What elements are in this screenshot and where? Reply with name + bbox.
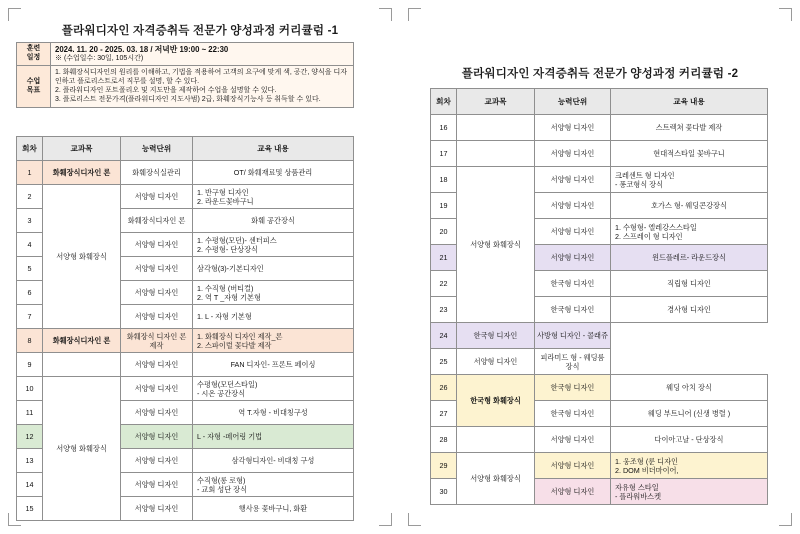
cell-content: 스트렉쳐 꽃다발 제작 xyxy=(611,115,768,141)
cell-content: 다이아고날 - 단상장식 xyxy=(611,427,768,453)
cell-content: 1. 화훼장식 디자인 제작_론 2. 스파이럴 꽃다발 제작 xyxy=(193,329,354,353)
cell-content: 사방형 디자인 - 콜래쥬 xyxy=(535,323,611,349)
cell-unit: 서양형 디자인 xyxy=(121,425,193,449)
crop-mark-bl xyxy=(408,513,421,526)
crop-mark-tr xyxy=(779,8,792,21)
cell-unit: 한국형 디자인 xyxy=(535,375,611,401)
cell-unit: 서양형 디자인 xyxy=(535,141,611,167)
col-header-content: 교육 내용 xyxy=(611,89,768,115)
cell-no: 1 xyxy=(17,161,43,185)
cell-unit: 한국형 디자인 xyxy=(535,297,611,323)
cell-content: 1. 웅조형 (룬 디자인 2. DOM 비더마이어, xyxy=(611,453,768,479)
curriculum-body-right xyxy=(431,115,768,505)
cell-unit: 서양형 디자인 xyxy=(535,479,611,505)
table-row xyxy=(431,323,768,349)
goal-item-1: 1. 화훼장식디자인의 원리를 이해하고, 기법을 적용하여 고객의 요구에 맞게 색, 공간, 양식을 디자인하고 플로리스트로서 직무를 설명, 할 수 있다. xyxy=(55,68,347,85)
table-row xyxy=(431,349,768,375)
crop-mark-tr xyxy=(379,8,392,21)
cell-content: 1. 수직형 (버티컬) 2. 역 T _자형 기본형 xyxy=(193,281,354,305)
cell-content: L - 자형 -페어링 기법 xyxy=(193,425,354,449)
cell-no: 24 xyxy=(431,323,457,349)
cell-content: 직립형 디자인 xyxy=(611,271,768,297)
cell-no: 27 xyxy=(431,401,457,427)
cell-content: 삼각형디자인- 비대칭 구성 xyxy=(193,449,354,473)
cell-subject xyxy=(457,115,535,141)
cell-unit: 한국형 디자인 xyxy=(535,401,611,427)
cell-no: 22 xyxy=(431,271,457,297)
table-row xyxy=(17,185,354,209)
col-header-unit: 능력단위 xyxy=(121,137,193,161)
cell-subject xyxy=(43,353,121,377)
cell-subject: 한국형 화훼장식 xyxy=(457,375,535,427)
col-header-subject: 교과목 xyxy=(457,89,535,115)
col-header-no: 회차 xyxy=(431,89,457,115)
cell-no: 23 xyxy=(431,297,457,323)
cell-subject: 서양형 화훼장식 xyxy=(43,377,121,521)
page-right xyxy=(400,0,800,534)
cell-content: 행사용 꽃바구니, 화환 xyxy=(193,497,354,521)
table-row xyxy=(17,66,354,108)
cell-no: 6 xyxy=(17,281,43,305)
table-header-row xyxy=(17,137,354,161)
crop-mark-tl xyxy=(8,8,21,21)
cell-content: 수평형(모던스타일) - 시온 공간장식 xyxy=(193,377,354,401)
goal-item-3: 3. 플로리스트 전문가격(플라워디자인 지도사범) 2급, 화훼장식기능사 등 취득할 수 있다. xyxy=(55,96,321,104)
cell-no: 18 xyxy=(431,167,457,193)
cell-unit: 한국형 디자인 xyxy=(535,271,611,297)
cell-no: 11 xyxy=(17,401,43,425)
cell-unit: 서양형 디자인 xyxy=(121,377,193,401)
cell-unit: 화훼장식실관리 xyxy=(121,161,193,185)
cell-content: 웨딩 아치 장식 xyxy=(611,375,768,401)
cell-subject xyxy=(457,427,535,453)
cell-no: 21 xyxy=(431,245,457,271)
cell-unit: 한국형 디자인 xyxy=(457,323,535,349)
table-row xyxy=(431,453,768,479)
cell-no: 25 xyxy=(431,349,457,375)
cell-content: 경사형 디자인 xyxy=(611,297,768,323)
table-row xyxy=(431,427,768,453)
cell-no: 29 xyxy=(431,453,457,479)
cell-unit: 서양형 디자인 xyxy=(535,193,611,219)
col-header-unit: 능력단위 xyxy=(535,89,611,115)
cell-content: 현대적스타일 꽃바구니 xyxy=(611,141,768,167)
schedule-value xyxy=(51,43,354,66)
cell-subject: 서양형 화훼장식 xyxy=(457,167,535,323)
cell-no: 15 xyxy=(17,497,43,521)
cell-subject: 화훼장식디자인 론 xyxy=(43,161,121,185)
cell-content: 수직형(롱 로형) - 교회 성단 장식 xyxy=(193,473,354,497)
cell-no: 5 xyxy=(17,257,43,281)
cell-unit: 서양형 디자인 xyxy=(121,473,193,497)
cell-unit: 서양형 디자인 xyxy=(121,257,193,281)
cell-unit: 서양형 디자인 xyxy=(535,427,611,453)
cell-content: 화훼 공간장식 xyxy=(193,209,354,233)
cell-content: 웨딩 부트니어 (신생 병렬 ) xyxy=(611,401,768,427)
cell-no: 19 xyxy=(431,193,457,219)
cell-unit: 화훼장식디자인 론 xyxy=(121,209,193,233)
curriculum-table-right xyxy=(430,88,768,505)
cell-content: 1. 수형형- 엘레강스스타일 2. 스프레이 형 디자인 xyxy=(611,219,768,245)
schedule-label: 훈련 일정 xyxy=(17,43,51,66)
table-row xyxy=(17,377,354,401)
cell-content: 1. L - 자형 기본형 xyxy=(193,305,354,329)
cell-content: 자유형 스타일 - 플라워바스켓 xyxy=(611,479,768,505)
col-header-no: 회차 xyxy=(17,137,43,161)
cell-no: 30 xyxy=(431,479,457,505)
table-header-row xyxy=(431,89,768,115)
cell-unit: 서양형 디자인 xyxy=(535,453,611,479)
cell-content: OT/ 화훼재료및 상품관리 xyxy=(193,161,354,185)
cell-no: 16 xyxy=(431,115,457,141)
cell-no: 14 xyxy=(17,473,43,497)
cell-unit: 서양형 디자인 xyxy=(535,245,611,271)
goal-item-2: 2. 플라워디자인 포트폴리오 및 지도만을 제작하여 수업을 설명할 수 있다. xyxy=(55,86,277,94)
page-title-right: 플라워디자인 자격증취득 전문가 양성과정 커리큘럼 -2 xyxy=(461,68,739,80)
cell-content: 삼각형(3)-기본디자인 xyxy=(193,257,354,281)
cell-unit: 서양형 디자인 xyxy=(121,497,193,521)
cell-unit: 화훼장식 디자인 론 제작 xyxy=(121,329,193,353)
cell-unit: 서양형 디자인 xyxy=(121,281,193,305)
crop-mark-br xyxy=(379,513,392,526)
cell-no: 12 xyxy=(17,425,43,449)
cell-no: 26 xyxy=(431,375,457,401)
cell-subject: 화훼장식디자인 론 xyxy=(43,329,121,353)
col-header-subject: 교과목 xyxy=(43,137,121,161)
cell-subject xyxy=(457,141,535,167)
cell-subject: 서양형 화훼장식 xyxy=(43,185,121,329)
crop-mark-tl xyxy=(408,8,421,21)
cell-no: 2 xyxy=(17,185,43,209)
goal-list xyxy=(51,66,354,108)
cell-unit: 서양형 디자인 xyxy=(535,115,611,141)
cell-content: 크레센트 형 디자인 - 퐁코형식 장식 xyxy=(611,167,768,193)
cell-content: FAN 디자인- 프론트 페이싱 xyxy=(193,353,354,377)
cell-unit: 서양형 디자인 xyxy=(121,233,193,257)
curriculum-body-left xyxy=(17,161,354,521)
cell-unit: 서양형 디자인 xyxy=(121,401,193,425)
course-info-table xyxy=(16,42,354,108)
cell-content: 윈드플레르- 라운드장식 xyxy=(611,245,768,271)
cell-no: 3 xyxy=(17,209,43,233)
table-row xyxy=(17,353,354,377)
cell-unit: 서양형 디자인 xyxy=(121,185,193,209)
cell-content: 1. 수평형(모던)- 센터피스 2. 수평형- 단상장식 xyxy=(193,233,354,257)
cell-no: 9 xyxy=(17,353,43,377)
cell-unit: 서양형 디자인 xyxy=(121,305,193,329)
cell-unit: 서양형 디자인 xyxy=(457,349,535,375)
cell-no: 4 xyxy=(17,233,43,257)
cell-content: 역 T.자형 - 비대칭구성 xyxy=(193,401,354,425)
cell-no: 13 xyxy=(17,449,43,473)
schedule-line1: 2024. 11. 20 - 2025. 03. 18 / 저녁반 19:00 ~ 22:30 xyxy=(55,45,229,54)
cell-content: 호가스 형- 웨딩콘강장식 xyxy=(611,193,768,219)
cell-unit: 서양형 디자인 xyxy=(121,353,193,377)
cell-no: 10 xyxy=(17,377,43,401)
cell-unit: 서양형 디자인 xyxy=(535,167,611,193)
cell-no: 8 xyxy=(17,329,43,353)
cell-content: 1. 반구형 디자인 2. 라운드꽃바구니 xyxy=(193,185,354,209)
table-row xyxy=(17,329,354,353)
table-row xyxy=(431,167,768,193)
cell-no: 28 xyxy=(431,427,457,453)
table-row xyxy=(431,141,768,167)
crop-mark-br xyxy=(779,513,792,526)
table-row xyxy=(17,161,354,185)
schedule-line2: ※ (수업일수: 30일, 105시간) xyxy=(55,54,144,62)
table-row xyxy=(431,375,768,401)
goal-label: 수업 목표 xyxy=(17,66,51,108)
curriculum-table-left xyxy=(16,136,354,521)
cell-unit: 서양형 디자인 xyxy=(121,449,193,473)
table-row xyxy=(431,115,768,141)
cell-no: 17 xyxy=(431,141,457,167)
table-row xyxy=(17,43,354,66)
cell-unit: 서양형 디자인 xyxy=(535,219,611,245)
col-header-content: 교육 내용 xyxy=(193,137,354,161)
cell-no: 20 xyxy=(431,219,457,245)
cell-subject: 서양형 화훼장식 xyxy=(457,453,535,505)
cell-content: 피라미드 형 - 웨딩룸 장식 xyxy=(535,349,611,375)
cell-no: 7 xyxy=(17,305,43,329)
page-title-left: 플라워디자인 자격증취득 전문가 양성과정 커리큘럼 -1 xyxy=(61,25,339,37)
